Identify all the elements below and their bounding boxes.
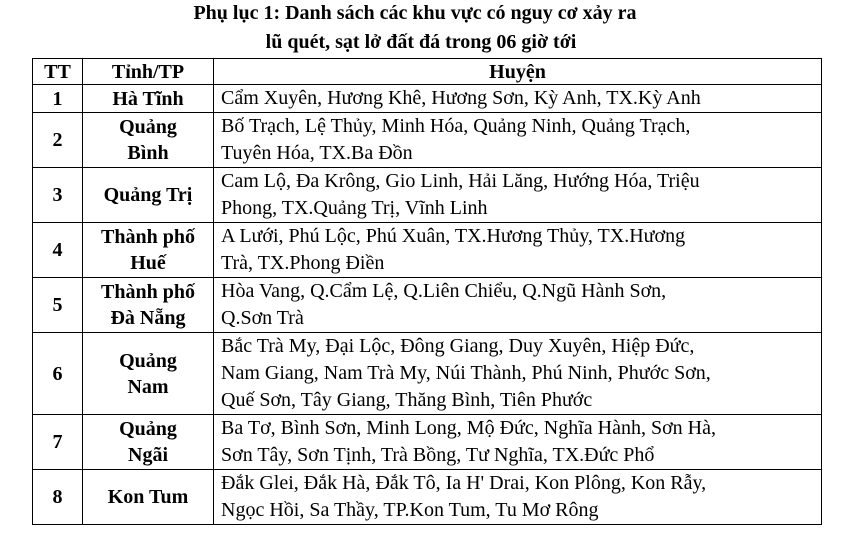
province-name-line: Bình — [127, 142, 169, 164]
district-list-line: Cẩm Xuyên, Hương Khê, Hương Sơn, Kỳ Anh, TX.Kỳ Anh — [221, 87, 701, 109]
district-list-line: Sơn Tây, Sơn Tịnh, Trà Bồng, Tư Nghĩa, TX.Đức Phổ — [221, 444, 655, 466]
district-list-line: Đắk Glei, Đắk Hà, Đắk Tô, Ia H' Drai, Kon Plông, Kon Rẫy, — [221, 472, 707, 494]
province-name-line: Nam — [127, 375, 169, 398]
province-name-line: Quảng — [119, 418, 177, 440]
province-cell — [83, 223, 214, 278]
district-list-line: Bố Trạch, Lệ Thủy, Minh Hóa, Quảng Ninh, Quảng Trạch, — [221, 115, 691, 137]
district-list-line: Phong, TX.Quảng Trị, Vĩnh Linh — [221, 197, 488, 219]
row-number: 4 — [33, 223, 83, 278]
province-cell — [83, 470, 214, 525]
district-list-line: Tuyên Hóa, TX.Ba Đồn — [221, 142, 413, 164]
province-name-line: Huế — [130, 252, 166, 274]
district-list-line: Ba Tơ, Bình Sơn, Minh Long, Mộ Đức, Nghĩa Hành, Sơn Hà, — [221, 417, 716, 439]
table-row — [33, 223, 822, 278]
table-row — [33, 85, 822, 113]
table-row — [33, 278, 822, 333]
province-cell — [83, 333, 214, 415]
province-cell — [83, 278, 214, 333]
district-list-line: Hòa Vang, Q.Cẩm Lệ, Q.Liên Chiểu, Q.Ngũ Hành Sơn, — [221, 280, 667, 302]
header-tt: TT — [33, 59, 83, 85]
province-name-line: Quảng — [119, 349, 177, 372]
risk-area-table — [32, 58, 822, 525]
table-body — [33, 85, 822, 525]
district-list-line: A Lưới, Phú Lộc, Phú Xuân, TX.Hương Thủy, TX.Hương — [221, 225, 686, 247]
province-name-line: Thành phố — [101, 281, 195, 303]
province-name-line: Quảng — [119, 116, 177, 138]
province-name-line: Đà Nẵng — [110, 307, 186, 329]
district-cell — [214, 113, 822, 168]
row-number: 3 — [33, 168, 83, 223]
district-list-line: Nam Giang, Nam Trà My, Núi Thành, Phú Ninh, Phước Sơn, — [221, 362, 711, 384]
row-number: 7 — [33, 415, 83, 470]
province-name-line: Quảng Trị — [103, 184, 193, 206]
district-cell — [214, 223, 822, 278]
district-cell — [214, 415, 822, 470]
row-number: 1 — [33, 85, 83, 113]
row-number: 6 — [33, 333, 83, 415]
province-cell — [83, 113, 214, 168]
district-list-line: Q.Sơn Trà — [221, 307, 304, 329]
province-cell — [83, 415, 214, 470]
district-list-line: Trà, TX.Phong Điền — [221, 252, 385, 274]
province-name-line: Kon Tum — [107, 486, 189, 508]
province-cell — [83, 85, 214, 113]
table-row — [33, 168, 822, 223]
district-cell — [214, 333, 822, 415]
table-row — [33, 415, 822, 470]
header-province: Tỉnh/TP — [83, 59, 214, 85]
row-number: 2 — [33, 113, 83, 168]
province-name-line: Hà Tĩnh — [112, 87, 184, 110]
document-title-line-2: lũ quét, sạt lở đất đá trong 06 giờ tới — [265, 31, 577, 53]
table-header-row — [33, 59, 822, 85]
district-list-line: Bắc Trà My, Đại Lộc, Đông Giang, Duy Xuyên, Hiệp Đức, — [221, 335, 695, 357]
province-name-line: Thành phố — [101, 226, 195, 248]
document-title-line-1: Phụ lục 1: Danh sách các khu vực có nguy cơ xảy ra — [193, 2, 637, 24]
district-list-line: Quế Sơn, Tây Giang, Thăng Bình, Tiên Phước — [221, 389, 593, 411]
district-cell — [214, 278, 822, 333]
table-row — [33, 333, 822, 415]
district-cell — [214, 85, 822, 113]
province-cell — [83, 168, 214, 223]
row-number: 8 — [33, 470, 83, 525]
district-cell — [214, 168, 822, 223]
district-list-line: Cam Lộ, Đa Krông, Gio Linh, Hải Lăng, Hướng Hóa, Triệu — [221, 170, 700, 192]
district-cell — [214, 470, 822, 525]
table-row — [33, 113, 822, 168]
table-row — [33, 470, 822, 525]
province-name-line: Ngãi — [128, 444, 168, 466]
header-district: Huyện — [214, 59, 822, 85]
district-list-line: Ngọc Hồi, Sa Thầy, TP.Kon Tum, Tu Mơ Rông — [221, 499, 599, 521]
row-number: 5 — [33, 278, 83, 333]
